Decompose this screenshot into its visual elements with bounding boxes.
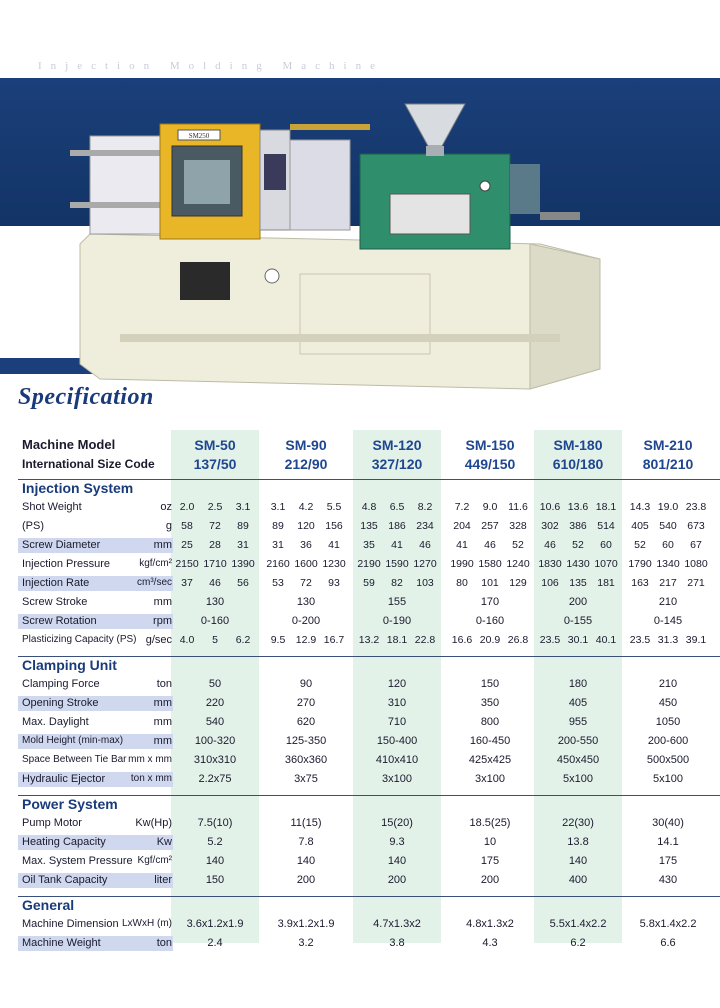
table-cell: 4.2 xyxy=(298,501,314,513)
row-unit: ton xyxy=(156,678,172,690)
table-cell: 22.8 xyxy=(414,634,436,646)
table-cell: 58 xyxy=(181,520,193,532)
table-cell: 1790 xyxy=(628,558,652,570)
model-name: SM-210 xyxy=(643,437,693,453)
table-cell: 41 xyxy=(456,539,468,551)
table-cell: 3.9x1.2x1.9 xyxy=(277,918,335,930)
table-cell: 89 xyxy=(237,520,249,532)
table-cell: 35 xyxy=(363,539,375,551)
table-cell: 14.3 xyxy=(629,501,651,513)
table-cell: 129 xyxy=(509,577,527,589)
table-cell: 82 xyxy=(391,577,403,589)
table-cell: 1580 xyxy=(478,558,502,570)
row-unit: mm xyxy=(153,697,172,709)
table-cell: 56 xyxy=(237,577,249,589)
table-cell: 800 xyxy=(480,716,500,728)
row-unit: mm xyxy=(153,735,172,747)
row-label: Hydraulic Ejector xyxy=(22,773,106,785)
model-size-code: 610/180 xyxy=(552,456,604,472)
table-cell: 37 xyxy=(181,577,193,589)
table-cell: 620 xyxy=(296,716,316,728)
table-cell: 125-350 xyxy=(285,735,327,747)
table-cell: 673 xyxy=(687,520,705,532)
table-cell: 18.1 xyxy=(595,501,617,513)
table-cell: 50 xyxy=(208,678,222,690)
row-unit: liter xyxy=(154,874,172,886)
table-cell: 220 xyxy=(205,697,225,709)
model-size-code: 327/120 xyxy=(371,456,423,472)
table-cell: 7.8 xyxy=(298,836,314,848)
row-unit: cm³/sec xyxy=(137,577,172,588)
table-cell: 0-160 xyxy=(475,615,505,627)
section-divider xyxy=(18,795,720,796)
table-cell: 26.8 xyxy=(507,634,529,646)
table-cell: 3.2 xyxy=(298,937,314,949)
row-label: Mold Height (min-max) xyxy=(22,735,124,746)
table-cell: 4.3 xyxy=(482,937,498,949)
table-cell: 19.0 xyxy=(657,501,679,513)
table-cell: 60 xyxy=(662,539,674,551)
table-cell: 1240 xyxy=(506,558,530,570)
table-cell: 2160 xyxy=(266,558,290,570)
table-cell: 150-400 xyxy=(376,735,418,747)
row-unit: g xyxy=(165,520,172,532)
table-cell: 3.6x1.2x1.9 xyxy=(186,918,244,930)
table-cell: 11.6 xyxy=(508,501,528,513)
table-cell: 217 xyxy=(659,577,677,589)
table-cell: 4.7x1.3x2 xyxy=(373,918,421,930)
table-cell: 13.8 xyxy=(567,836,589,848)
table-cell: 11(15) xyxy=(290,817,322,829)
table-cell: 186 xyxy=(388,520,406,532)
section-title: General xyxy=(22,897,75,913)
section-divider xyxy=(18,656,720,657)
table-cell: 59 xyxy=(363,577,375,589)
row-label: Oil Tank Capacity xyxy=(22,874,108,886)
table-cell: 40.1 xyxy=(595,634,617,646)
table-cell: 5 xyxy=(212,634,218,646)
table-cell: 39.1 xyxy=(685,634,707,646)
table-cell: 160-450 xyxy=(469,735,511,747)
model-size-code: 137/50 xyxy=(193,456,237,472)
table-cell: 3.1 xyxy=(270,501,286,513)
table-cell: 386 xyxy=(569,520,587,532)
model-size-code: 212/90 xyxy=(284,456,328,472)
row-label: Screw Rotation xyxy=(22,615,97,627)
row-label: Injection Pressure xyxy=(22,558,111,570)
table-cell: 5.5x1.4x2.2 xyxy=(549,918,607,930)
table-cell: 257 xyxy=(481,520,499,532)
row-unit: mm xyxy=(153,539,172,551)
row-unit: Kgf/cm² xyxy=(137,855,172,866)
table-cell: 2.4 xyxy=(207,937,223,949)
table-cell: 135 xyxy=(360,520,378,532)
table-cell: 181 xyxy=(597,577,615,589)
table-cell: 10.6 xyxy=(539,501,561,513)
row-label: Heating Capacity xyxy=(22,836,106,848)
row-label: Opening Stroke xyxy=(22,697,99,709)
table-cell: 1590 xyxy=(385,558,409,570)
table-cell: 10 xyxy=(483,836,497,848)
table-cell: 200 xyxy=(480,874,500,886)
table-cell: 16.7 xyxy=(323,634,345,646)
table-cell: 5.2 xyxy=(207,836,223,848)
table-cell: 271 xyxy=(687,577,705,589)
table-cell: 204 xyxy=(453,520,471,532)
row-unit: ton x mm xyxy=(130,773,172,784)
table-cell: 1830 xyxy=(538,558,562,570)
table-cell: 28 xyxy=(209,539,221,551)
table-cell: 36 xyxy=(300,539,312,551)
table-cell: 130 xyxy=(205,596,225,608)
table-cell: 4.8x1.3x2 xyxy=(466,918,514,930)
table-cell: 120 xyxy=(387,678,407,690)
table-cell: 1050 xyxy=(655,716,681,728)
table-cell: 163 xyxy=(631,577,649,589)
table-cell: 4.0 xyxy=(179,634,195,646)
row-unit: oz xyxy=(160,501,172,513)
table-cell: 1710 xyxy=(203,558,227,570)
table-cell: 210 xyxy=(658,596,678,608)
table-cell: 2.0 xyxy=(179,501,195,513)
table-cell: 0-200 xyxy=(291,615,321,627)
table-cell: 1390 xyxy=(231,558,255,570)
table-cell: 2150 xyxy=(175,558,199,570)
table-cell: 200 xyxy=(296,874,316,886)
table-cell: 13.6 xyxy=(567,501,589,513)
table-cell: 53 xyxy=(272,577,284,589)
table-cell: 120 xyxy=(297,520,315,532)
table-cell: 5x100 xyxy=(653,773,683,785)
table-cell: 200-550 xyxy=(557,735,599,747)
table-cell: 310 xyxy=(387,697,407,709)
machine-illustration xyxy=(60,94,620,394)
table-cell: 5.5 xyxy=(326,501,342,513)
table-cell: 31 xyxy=(272,539,284,551)
table-cell: 46 xyxy=(209,577,221,589)
table-cell: 140 xyxy=(568,855,588,867)
row-unit: mm x mm xyxy=(128,754,172,765)
row-unit: mm xyxy=(153,716,172,728)
table-cell: 16.6 xyxy=(451,634,473,646)
table-cell: 1430 xyxy=(566,558,590,570)
table-cell: 1080 xyxy=(684,558,708,570)
table-cell: 1600 xyxy=(294,558,318,570)
section-title: Injection System xyxy=(22,480,134,496)
table-cell: 80 xyxy=(456,577,468,589)
table-cell: 106 xyxy=(541,577,559,589)
table-cell: 100-320 xyxy=(194,735,236,747)
table-cell: 450 xyxy=(658,697,678,709)
table-cell: 6.2 xyxy=(235,634,251,646)
table-cell: 101 xyxy=(481,577,499,589)
table-cell: 9.3 xyxy=(389,836,405,848)
table-cell: 3.1 xyxy=(235,501,251,513)
row-label: Max. System Pressure xyxy=(22,855,133,867)
model-name: SM-150 xyxy=(465,437,515,453)
spec-title: Specification xyxy=(18,384,154,410)
table-cell: 135 xyxy=(569,577,587,589)
table-cell: 89 xyxy=(272,520,284,532)
table-cell: 30.1 xyxy=(567,634,589,646)
header-title: Injection Molding Machine xyxy=(38,60,384,72)
table-cell: 540 xyxy=(205,716,225,728)
row-label: Shot Weight xyxy=(22,501,82,513)
table-cell: 41 xyxy=(391,539,403,551)
table-cell: 46 xyxy=(419,539,431,551)
table-cell: 6.2 xyxy=(570,937,586,949)
table-cell: 450x450 xyxy=(556,754,600,766)
model-name: SM-180 xyxy=(553,437,603,453)
model-name: SM-90 xyxy=(285,437,327,453)
table-cell: 25 xyxy=(181,539,193,551)
table-cell: 0-145 xyxy=(653,615,683,627)
row-unit: ton xyxy=(156,937,172,949)
row-unit: Kw xyxy=(156,836,172,848)
table-cell: 328 xyxy=(509,520,527,532)
row-label: Screw Stroke xyxy=(22,596,88,608)
table-cell: 52 xyxy=(512,539,524,551)
table-cell: 6.6 xyxy=(660,937,676,949)
table-cell: 3x100 xyxy=(382,773,412,785)
table-cell: 6.5 xyxy=(389,501,405,513)
table-cell: 30(40) xyxy=(652,817,684,829)
row-label: Plasticizing Capacity (PS) xyxy=(22,634,137,645)
machine-label: SM250 xyxy=(188,132,210,140)
table-cell: 200 xyxy=(568,596,588,608)
table-cell: 405 xyxy=(631,520,649,532)
table-cell: 60 xyxy=(600,539,612,551)
table-cell: 8.2 xyxy=(417,501,433,513)
table-cell: 140 xyxy=(296,855,316,867)
table-cell: 5.8x1.4x2.2 xyxy=(639,918,697,930)
table-cell: 31 xyxy=(237,539,249,551)
table-cell: 18.1 xyxy=(386,634,408,646)
table-cell: 430 xyxy=(658,874,678,886)
table-cell: 140 xyxy=(205,855,225,867)
row-label: Clamping Force xyxy=(22,678,100,690)
table-cell: 4.8 xyxy=(361,501,377,513)
row-unit: g/sec xyxy=(145,634,172,646)
table-cell: 7.5(10) xyxy=(197,817,233,829)
table-cell: 540 xyxy=(659,520,677,532)
table-cell: 302 xyxy=(541,520,559,532)
table-cell: 156 xyxy=(325,520,343,532)
table-cell: 405 xyxy=(568,697,588,709)
table-cell: 234 xyxy=(416,520,434,532)
table-cell: 14.1 xyxy=(657,836,679,848)
table-cell: 93 xyxy=(328,577,340,589)
table-cell: 175 xyxy=(480,855,500,867)
table-cell: 350 xyxy=(480,697,500,709)
table-cell: 72 xyxy=(300,577,312,589)
table-cell: 200-600 xyxy=(647,735,689,747)
size-code-label: International Size Code xyxy=(22,457,155,471)
table-cell: 1070 xyxy=(594,558,618,570)
table-cell: 140 xyxy=(387,855,407,867)
table-cell: 155 xyxy=(387,596,407,608)
model-size-code: 449/150 xyxy=(464,456,516,472)
table-cell: 3x100 xyxy=(475,773,505,785)
table-cell: 2.5 xyxy=(207,501,223,513)
table-cell: 3x75 xyxy=(294,773,318,785)
table-cell: 9.0 xyxy=(482,501,498,513)
table-cell: 22(30) xyxy=(562,817,594,829)
row-label: Machine Weight xyxy=(22,937,101,949)
model-name: SM-120 xyxy=(372,437,422,453)
table-cell: 150 xyxy=(205,874,225,886)
section-title: Clamping Unit xyxy=(22,657,117,673)
table-cell: 20.9 xyxy=(479,634,501,646)
table-cell: 90 xyxy=(299,678,313,690)
row-unit: Kw(Hp) xyxy=(135,817,172,829)
table-cell: 410x410 xyxy=(375,754,419,766)
table-cell: 0-190 xyxy=(382,615,412,627)
table-cell: 360x360 xyxy=(284,754,328,766)
table-cell: 7.2 xyxy=(454,501,470,513)
table-cell: 180 xyxy=(568,678,588,690)
table-cell: 400 xyxy=(568,874,588,886)
row-unit: LxWxH (m) xyxy=(122,918,172,929)
table-cell: 46 xyxy=(484,539,496,551)
row-label: Injection Rate xyxy=(22,577,90,589)
table-cell: 52 xyxy=(572,539,584,551)
table-cell: 2.2x75 xyxy=(198,773,232,785)
row-unit: kgf/cm² xyxy=(139,558,172,569)
table-cell: 200 xyxy=(387,874,407,886)
table-cell: 41 xyxy=(328,539,340,551)
table-cell: 3.8 xyxy=(389,937,405,949)
row-label: Space Between Tie Bar xyxy=(22,754,127,765)
table-cell: 270 xyxy=(296,697,316,709)
table-cell: 46 xyxy=(544,539,556,551)
table-cell: 23.8 xyxy=(685,501,707,513)
table-cell: 0-155 xyxy=(563,615,593,627)
row-label: Max. Daylight xyxy=(22,716,89,728)
machine-model-label: Machine Model xyxy=(22,437,116,452)
table-cell: 170 xyxy=(480,596,500,608)
row-unit: mm xyxy=(153,596,172,608)
row-label: (PS) xyxy=(22,520,44,532)
table-cell: 310x310 xyxy=(193,754,237,766)
row-label: Pump Motor xyxy=(22,817,82,829)
section-divider xyxy=(18,896,720,897)
table-cell: 67 xyxy=(690,539,702,551)
table-cell: 1270 xyxy=(413,558,437,570)
table-cell: 710 xyxy=(387,716,407,728)
table-cell: 15(20) xyxy=(381,817,413,829)
table-cell: 31.3 xyxy=(657,634,679,646)
table-cell: 1990 xyxy=(450,558,474,570)
table-cell: 9.5 xyxy=(270,634,286,646)
table-cell: 2190 xyxy=(357,558,381,570)
table-cell: 1230 xyxy=(322,558,346,570)
table-cell: 514 xyxy=(597,520,615,532)
table-cell: 210 xyxy=(658,678,678,690)
row-label: Machine Dimension xyxy=(22,918,119,930)
table-cell: 12.9 xyxy=(295,634,317,646)
table-cell: 18.5(25) xyxy=(469,817,511,829)
row-unit: rpm xyxy=(153,615,172,627)
table-cell: 72 xyxy=(209,520,221,532)
table-cell: 150 xyxy=(480,678,500,690)
table-cell: 5x100 xyxy=(563,773,593,785)
table-cell: 23.5 xyxy=(629,634,651,646)
table-cell: 13.2 xyxy=(358,634,380,646)
table-cell: 425x425 xyxy=(468,754,512,766)
table-cell: 23.5 xyxy=(539,634,561,646)
table-cell: 52 xyxy=(634,539,646,551)
table-cell: 1340 xyxy=(656,558,680,570)
table-cell: 175 xyxy=(658,855,678,867)
section-title: Power System xyxy=(22,796,118,812)
model-name: SM-50 xyxy=(194,437,236,453)
table-cell: 130 xyxy=(296,596,316,608)
table-cell: 500x500 xyxy=(646,754,690,766)
table-cell: 103 xyxy=(416,577,434,589)
row-label: Screw Diameter xyxy=(22,539,101,551)
table-cell: 955 xyxy=(568,716,588,728)
table-cell: 0-160 xyxy=(200,615,230,627)
model-size-code: 801/210 xyxy=(642,456,694,472)
